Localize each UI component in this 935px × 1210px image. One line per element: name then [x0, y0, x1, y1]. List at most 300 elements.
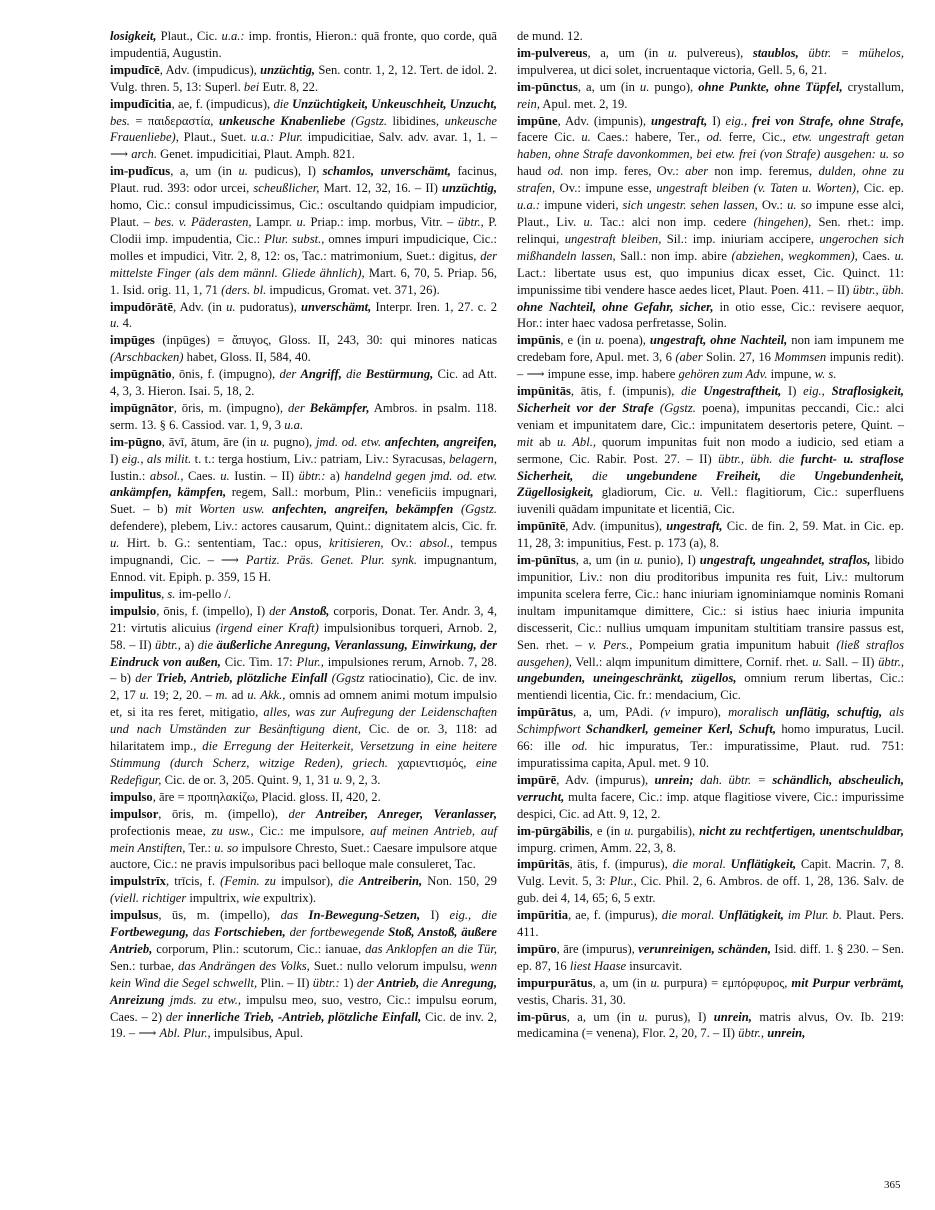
entry-text: punio), I): [643, 553, 700, 568]
entry-text: die: [346, 367, 366, 382]
entry-text: Plaut., Cic.: [156, 29, 222, 43]
entry-text: Suet.: nullo velorum impulsu,: [309, 958, 471, 973]
entry-text: wie: [242, 891, 261, 906]
entry-text: u.: [260, 434, 270, 449]
entry-text: Vell.: alqm impunitum dimittere, Cornif. rhet.: [571, 654, 813, 669]
entry-text: Plur.,: [296, 654, 324, 669]
entry-text: Bekämpfer,: [309, 400, 370, 415]
entry-text: Solin. 27, 16: [702, 350, 775, 365]
entry-text: Angriff,: [300, 367, 342, 382]
entry-text: ankämpfen, kämpfen,: [110, 485, 227, 500]
entry-text: , ūs, m. (impello),: [158, 908, 281, 923]
entry-text: , ōris, m. (impello),: [158, 806, 289, 821]
entry-text: übtr., übh. die: [718, 451, 801, 466]
entry-text: impulsore Chresto, Suet.: Caesare impulsore atque auctore, Cic.: ne pravis impulsoribus paci belloque male consuleret, Tac.: [110, 840, 497, 872]
entry-text: pungo),: [649, 79, 699, 94]
entry-text: rein,: [517, 96, 540, 111]
entry-text: a): [180, 637, 198, 652]
entry-text: 4.: [119, 316, 133, 331]
entry-text: die moral.: [661, 908, 719, 923]
entry-text: dulden, ohne zu strafen,: [517, 164, 904, 196]
entry-text: (aber: [675, 350, 703, 365]
entry-text: schamlos, unverschämt,: [322, 164, 451, 179]
entry-text: impurg. crimen, Amm. 22, 3, 8.: [517, 840, 676, 855]
entry-text: Mommsen: [774, 350, 827, 365]
entry-text: (Ggstz: [331, 671, 365, 686]
entry-text: Antreiber, Anreger, Veranlasser,: [315, 806, 497, 821]
entry-text: Anstoß,: [289, 603, 330, 618]
entry-headword: im-pūrgābilis: [517, 823, 590, 838]
entry-text: auf meinen Antrieb, auf mein Anstiften,: [110, 823, 498, 855]
dictionary-entry: [517, 552, 904, 704]
entry-text: das Andrängen des Volks,: [178, 958, 310, 973]
entry-text: facinus, Plaut. rud. 393: odor urcei,: [110, 164, 497, 196]
entry-text: ungestraft, ohne Nachteil,: [649, 333, 788, 348]
entry-text: übtr.,: [738, 1026, 768, 1041]
entry-text: Plur.,: [609, 874, 637, 889]
entry-text: übtr.,: [457, 214, 484, 229]
entry-text: pugno),: [269, 434, 316, 449]
entry-text: Plaut., Suet.: [178, 130, 251, 145]
entry-text: als Schimpfwort: [517, 705, 904, 737]
entry-text: Sall.: non imp. abire: [615, 248, 732, 263]
entry-text: u.: [638, 1009, 648, 1024]
entry-text: der: [135, 671, 157, 686]
entry-headword: im-pudīcus: [110, 164, 171, 179]
entry-text: imp. frontis, Hieron.: quā fronte, quo corde, quā impudentiā, Augustin.: [110, 29, 497, 60]
entry-text: u.: [633, 553, 644, 568]
entry-text: moralisch: [728, 705, 786, 720]
entry-text: furcht- u. straflose Sicherheit,: [517, 451, 905, 483]
entry-text: das: [192, 925, 214, 940]
entry-text: I): [110, 451, 122, 466]
entry-text: purgabilis),: [633, 823, 700, 838]
entry-text: impulsu meo, suo, vestro, Cic.: impulsu eorum, Caes. – 2): [110, 992, 497, 1024]
entry-text: Ov.:: [383, 536, 420, 551]
entry-text: (Ggstz.: [351, 113, 388, 128]
dictionary-entry: [517, 28, 904, 45]
entry-text: ungestraft,: [666, 519, 723, 534]
entry-text: übtr.,: [878, 654, 904, 669]
entry-text: , a, um (in: [170, 164, 239, 179]
entry-text: a): [325, 468, 345, 483]
entry-text: Partiz. Präs. Genet. Plur. synk.: [245, 553, 418, 568]
entry-text: (Ggstz.: [460, 502, 497, 517]
entry-text: (inpūges) = ἄπυγος, Gloss. II, 243, 30: qui minores naticas: [154, 333, 497, 348]
entry-headword: impūro: [517, 941, 557, 956]
entry-text: crystallum,: [842, 79, 904, 94]
entry-text: Isid. diff. 1. § 230. – Sen. ep. 87, 16: [517, 941, 904, 973]
entry-text: übtr., übh.: [852, 282, 904, 297]
entry-text: kritisieren,: [329, 536, 384, 551]
entry-text: 1): [339, 975, 357, 990]
entry-text: (abziehen, wegkommen),: [731, 248, 858, 263]
entry-text: die: [197, 637, 217, 652]
entry-text: Hirt. b. G.: sententiam, Tac.: opus,: [119, 536, 330, 551]
entry-text: verunreinigen, schänden,: [638, 941, 772, 956]
entry-text: (ders. bl.: [221, 282, 267, 297]
entry-text: Sen. rhet.: imp. relinqui,: [517, 214, 905, 246]
dictionary-entry: [517, 856, 904, 907]
entry-text: multa facere, Cic.: imp. atque flagitiose vivere, Cic.: impurissime despici, Cic. ad Att. 9, 12, 2.: [517, 789, 904, 821]
dictionary-entry: [517, 772, 904, 823]
entry-text: Cic. de or. 3, 118: ad hilaritatem imp.,: [110, 722, 497, 754]
entry-text: u.: [583, 214, 593, 229]
entry-text: , ātis, f. (impunis),: [570, 384, 682, 399]
entry-text: u.: [110, 536, 120, 551]
right-column: [517, 28, 904, 1042]
entry-text: impugnantum, Ennod. vit. Epiph. p. 359, 15 H.: [110, 553, 497, 584]
entry-text: mit: [517, 434, 534, 449]
entry-text: u. Abl.,: [556, 434, 596, 449]
entry-text: I): [781, 384, 804, 399]
entry-text: u. so: [214, 840, 239, 855]
entry-text: die: [273, 96, 293, 111]
entry-text: unrein,: [713, 1009, 752, 1024]
entry-text: impuro),: [670, 705, 729, 720]
entry-text: übtr.,: [155, 637, 181, 652]
entry-text: übtr. = mühelos,: [808, 45, 904, 60]
entry-text: Stoß, Anstoß, äußere Antrieb,: [110, 925, 497, 956]
entry-text: Unflätigkeit,: [730, 857, 797, 872]
entry-text: , a, um (in: [592, 975, 651, 990]
entry-text: Sen. contr. 1, 2, 12. Tert. de idol. 2. Vulg. thren. 5, 13: Superl.: [110, 62, 497, 94]
entry-text: ohne Nachteil, ohne Gefahr, sicher,: [517, 299, 714, 314]
entry-headword: impūnis: [517, 333, 561, 348]
entry-text: das Anklopfen an die Tür,: [365, 941, 497, 956]
entry-text: Ungestraftheit,: [703, 384, 782, 399]
entry-text: unrein,: [767, 1026, 806, 1041]
entry-text: omnis ad omnem animi motum impulsio et, si ita res feret, mitigatio,: [110, 688, 497, 720]
entry-text: u.: [639, 79, 650, 94]
entry-text: , āre (impurus),: [556, 941, 639, 956]
entry-text: omnes impuri impudicique, Cic.: molles et impudici, Vitr. 2, 8, 12: os, Tac.: matrimonium, Suet.: digitus,: [110, 231, 497, 263]
entry-text: Plaut. Pers. 411.: [517, 908, 904, 940]
entry-text: , Adv. (impunitus),: [565, 519, 667, 534]
entry-headword: impudōrātē: [110, 299, 173, 314]
entry-text: der: [165, 1009, 187, 1024]
entry-text: gladiorum, Cic.: [593, 485, 694, 500]
entry-text: impune esse alci, Plaut., Liv.: [517, 198, 905, 229]
entry-text: , trīcis, f.: [165, 874, 221, 889]
entry-text: profectionis meae,: [110, 823, 212, 838]
entry-text: od.: [706, 130, 723, 145]
entry-text: 9, 2, 3.: [342, 772, 381, 787]
entry-text: impultrix,: [186, 891, 243, 906]
entry-text: die: [592, 468, 627, 483]
entry-text: [799, 46, 809, 60]
entry-headword: im-pūnītus: [517, 553, 576, 568]
entry-text: u.: [894, 248, 905, 263]
dictionary-entry: [517, 518, 904, 552]
entry-text: eig.,: [803, 384, 832, 399]
dictionary-entry: [110, 806, 497, 874]
entry-text: , ae, f. (impurus),: [568, 908, 662, 923]
entry-text: facere Cic.: [517, 130, 582, 145]
entry-text: u.: [333, 772, 343, 787]
entry-text: belagern,: [449, 451, 497, 466]
entry-text: etw. ungestraft getan haben, ohne Strafe davonkommen, bei etw. frei (von Strafe) ausgehen: u. so: [517, 130, 905, 162]
entry-text: de mund. 12.: [517, 29, 583, 43]
dictionary-entry: [110, 28, 497, 62]
entry-text: mit Purpur verbrämt,: [791, 975, 904, 990]
entry-text: übtr.:: [298, 468, 326, 483]
entry-headword: impūnītē: [517, 519, 566, 534]
entry-text: u.a.: Plur.: [250, 130, 303, 145]
entry-text: jmd. od. etw.: [315, 434, 385, 449]
entry-text: poena), impunitas peccandi, Cic.: alci veniam et impunitatem dare, Cic.: impunitatem desertoris petere, Quint. –: [517, 400, 904, 432]
entry-text: die: [338, 874, 359, 889]
entry-text: u.: [812, 654, 822, 669]
entry-text: od.: [571, 739, 588, 754]
entry-text: Anregung, Anreizung: [110, 975, 497, 1007]
entry-headword: impūges: [110, 333, 155, 348]
entry-text: Trieb, Antrieb, plötzliche Einfall: [156, 671, 328, 686]
entry-text: u.: [238, 164, 248, 179]
entry-text: , Adv. (impurus),: [556, 772, 655, 787]
entry-text: u.: [139, 688, 150, 703]
entry-text: Unflätigkeit,: [718, 908, 784, 923]
entry-text: Genet. impudicitiai, Plaut. Amph. 821.: [156, 147, 355, 162]
entry-text: , Adv. (in: [172, 299, 227, 314]
entry-text: Cic. de or. 3, 205. Quint. 9, 1, 31: [161, 772, 334, 787]
dictionary-entry: [110, 586, 497, 603]
entry-text: (Femin. zu: [220, 874, 276, 889]
entry-text: ungestraft bleiben,: [564, 231, 662, 246]
entry-text: libido impunitior, Liv.: non diu proditoribus impunita res fuit, Liv.: multorum impunita scelera ferre, Cic.: hanc iniuriam ignominiamque nominis Romani inultam impunitamque dimittere, Cic.: si istius haec iniuria impunita discesserit, Cic.: nullius umquam impunitam stultitiam transire passus est, Sen. rhet. –: [517, 553, 904, 652]
entry-text: die: [681, 384, 704, 399]
entry-headword: impulitus: [110, 586, 162, 601]
entry-text: ,: [161, 586, 168, 601]
entry-text: handelnd gegen jmd. od. etw.: [344, 468, 497, 483]
entry-text: vestis, Charis. 31, 30.: [517, 992, 626, 1007]
entry-text: , a, um (in: [575, 553, 634, 568]
entry-text: alles, was zur Aufregung der Leidenschaften und nach Umständen zur Besänftigung dient,: [110, 705, 497, 737]
entry-text: eig.,: [725, 113, 753, 128]
entry-text: Caes.: [183, 468, 221, 483]
dictionary-entry: [517, 941, 904, 975]
entry-text: der: [279, 367, 301, 382]
entry-text: jmds. zu etw.,: [169, 992, 242, 1007]
entry-text: , āre = προπηλακίζω, Placid. gloss. II, 420, 2.: [152, 789, 381, 804]
entry-text: scheußlicher,: [253, 181, 320, 196]
entry-headword: im-pūnctus: [517, 79, 578, 94]
entry-text: Pompeium gratia impunitum habuit: [632, 637, 837, 652]
entry-text: frei von Strafe, ohne Strafe,: [752, 113, 904, 128]
entry-text: ferre, Cic.,: [722, 130, 793, 145]
entry-text: zu usw.,: [211, 823, 254, 838]
entry-text: Cic. Phil. 2, 6. Ambros. de off. 1, 28, 136. Salv. de gub. dei 4, 14, 65; 6, 5 extr.: [517, 874, 904, 906]
entry-text: , ae, f. (impudicus),: [171, 96, 274, 111]
entry-text: absol.,: [419, 536, 454, 551]
entry-text: ungestraft,: [650, 113, 708, 128]
entry-text: Plur. subst.,: [264, 231, 325, 246]
entry-text: u.: [667, 45, 678, 60]
entry-text: Ter.:: [185, 840, 215, 855]
entry-text: , ōnis, f. (impello), I): [156, 603, 270, 618]
entry-text: corporis, Donat. Ter. Andr. 3, 4, 21: virtutis alicuius: [110, 603, 497, 635]
dictionary-entry: [110, 873, 497, 907]
entry-text: bei: [243, 79, 260, 94]
entry-text: schändlich, abscheulich, verrucht,: [517, 772, 905, 804]
entry-text: staublos,: [752, 45, 799, 60]
entry-text: , Adv. (impunis),: [557, 113, 651, 128]
dictionary-entry: [517, 79, 904, 113]
left-column: [110, 28, 497, 1042]
entry-text: [573, 469, 592, 483]
entry-text: bes.: [110, 113, 130, 128]
entry-text: Antrieb,: [376, 975, 420, 990]
entry-text: impudicitiae, Salv. adv. avar. 1, 1. – ⟶: [110, 130, 497, 162]
entry-text: u.: [693, 485, 703, 500]
entry-text: nicht zu rechtfertigen, unentschuldbar,: [699, 823, 904, 838]
entry-text: poena),: [604, 333, 650, 348]
entry-text: u.a.: [284, 417, 304, 432]
entry-text: insurcavit.: [626, 958, 683, 973]
entry-text: non imp. feres, Ov.:: [563, 164, 686, 179]
page-number: 365: [884, 1179, 901, 1191]
entry-text: dah. übtr. =: [700, 772, 773, 787]
entry-text: Capit. Macrin. 7, 8. Vulg. Levit. 5, 3:: [517, 857, 905, 889]
entry-text: homo impuratus, Lucil. 66: ille: [517, 722, 904, 754]
entry-text: sich ungestr. sehen lassen,: [622, 198, 758, 213]
entry-text: unverschämt,: [301, 299, 372, 314]
entry-text: quorum impunitas fuit non modo a iudicio, sed etiam a sermone, Cic. Rabir. Post. 27. – II): [517, 434, 905, 466]
dictionary-entry: [110, 366, 497, 400]
entry-text: Cic. ad Att. 4, 3, 3. Hieron. Isai. 5, 18, 2.: [110, 367, 498, 399]
entry-text: unzüchtig,: [260, 62, 316, 77]
entry-text: Iustin. – II): [229, 468, 299, 483]
dictionary-entry: [110, 434, 497, 586]
entry-text: Ungebundenheit, Zügellosigkeit,: [517, 468, 904, 500]
entry-text: Eutr. 8, 22.: [259, 79, 319, 94]
entry-text: unrein;: [654, 772, 694, 787]
entry-text: (v: [660, 705, 671, 720]
entry-text: (viell. richtiger: [110, 891, 187, 906]
entry-headword: impurpurātus: [517, 975, 593, 990]
entry-text: u.: [595, 333, 605, 348]
entry-text: u. so: [787, 198, 812, 213]
entry-text: die Erregung der Heiterkeit, Versetzung in eine heitere Stimmung (durch Scherz, witzige Reden), griech.: [110, 739, 497, 770]
entry-text: bes. v. Päderasten,: [154, 214, 252, 229]
entry-text: u.: [110, 316, 120, 331]
entry-text: t. t.: terga hostium, Liv.: patriam, Liv.: Syracusas,: [191, 451, 450, 466]
entry-headword: impulstrīx: [110, 874, 166, 889]
dictionary-entry: [110, 400, 497, 434]
entry-text: ungebunden, uneingeschränkt, zügellos,: [517, 671, 737, 686]
entry-text: pulvereus),: [677, 45, 753, 60]
entry-text: impune videri,: [540, 198, 623, 213]
dictionary-entry: [110, 62, 497, 96]
entry-text: 19; 2, 20. –: [149, 688, 216, 703]
entry-text: Cic. ep.: [859, 181, 904, 196]
entry-text: regem, Sall.: morbum, Plin.: veneficiis impugnari, Suet. – b): [110, 485, 497, 517]
entry-text: impulsionibus torqueri, Arnob. 2, 58. – II): [110, 620, 497, 652]
entry-text: anfechten, angreifen,: [384, 434, 498, 449]
entry-text: purus), I): [647, 1009, 714, 1024]
entry-text: , ōris, m. (impugno),: [173, 400, 288, 415]
dictionary-entry: [517, 823, 904, 857]
entry-text: der fortbewegende: [289, 925, 389, 940]
entry-text: der: [288, 806, 316, 821]
entry-headword: impūrē: [517, 772, 557, 787]
entry-text: u.: [624, 823, 634, 838]
entry-text: , a, um (in: [577, 79, 640, 94]
entry-text: Ov.:: [757, 198, 788, 213]
entry-text: u.: [296, 214, 306, 229]
entry-text: pudoratus),: [235, 299, 301, 314]
entry-headword: im-pulvereus: [517, 45, 588, 60]
entry-text: Sil.: imp. iniuriam accipere,: [661, 231, 820, 246]
entry-headword: impudīcē: [110, 62, 160, 77]
entry-text: mit Worten usw.: [175, 502, 273, 517]
entry-text: χαριεντισμός,: [387, 755, 477, 770]
entry-text: impulsor),: [275, 874, 339, 889]
entry-text: , a, um (in: [587, 45, 668, 60]
entry-text: die: [422, 975, 442, 990]
entry-text: übtr.:: [312, 975, 340, 990]
entry-headword: impūnitās: [517, 384, 571, 399]
entry-text: der mittelste Finger (als dem männl. Gliede ähnlich),: [110, 248, 497, 280]
entry-text: purpura) = εμπόρφυρος,: [659, 975, 792, 990]
entry-text: s.: [167, 586, 176, 601]
entry-text: die: [779, 468, 815, 483]
dictionary-entry: [517, 113, 904, 333]
entry-headword: impūgnātio: [110, 367, 172, 382]
entry-text: Sall. – II): [821, 654, 879, 669]
entry-headword: im-pūgno: [110, 434, 162, 449]
entry-text: Priap.: imp. morbus, Vitr. –: [305, 214, 458, 229]
entry-text: losigkeit,: [110, 29, 157, 43]
entry-headword: impūrātus: [517, 705, 573, 720]
entry-text: Ambros. in psalm. 118. serm. 13. § 6. Cassiod. var. 1, 9, 3: [110, 400, 498, 432]
entry-headword: impulsus: [110, 908, 159, 923]
entry-text: u.: [226, 299, 236, 314]
entry-text: u.: [581, 130, 591, 145]
entry-text: (hingehen),: [753, 214, 812, 229]
dictionary-entry: [110, 603, 497, 789]
entry-text: , e (in: [560, 333, 596, 348]
entry-headword: impulsio: [110, 603, 157, 618]
entry-text: , a, um (in: [566, 1009, 639, 1024]
entry-text: anfechten, angreifen, bekämpfen: [272, 502, 454, 517]
entry-text: u.a.:: [517, 198, 541, 213]
entry-text: Abl. Plur.,: [159, 1026, 211, 1041]
entry-text: Straflosigkeit, Sicherheit vor der Strafe: [517, 384, 904, 415]
entry-text: Ov.: impune esse,: [555, 181, 657, 196]
entry-text: u.: [650, 975, 660, 990]
entry-headword: im-pūrus: [517, 1009, 567, 1024]
entry-text: unflätig, schuftig,: [785, 705, 883, 720]
entry-text: ungestraft, ungeahndet, straflos,: [699, 553, 871, 568]
entry-text: od.: [547, 164, 564, 179]
dictionary-entry: [517, 383, 904, 518]
dictionary-entry: [110, 299, 497, 333]
entry-text: im-pello /.: [175, 586, 232, 601]
entry-text: Mart. 6, 70, 5. Priap. 56, 1. Isid. orig. 11, 1, 71: [110, 265, 497, 297]
entry-text: u.: [220, 468, 230, 483]
entry-text: eig., die: [449, 908, 498, 923]
entry-text: wenn kein Wind die Segel schwellt,: [110, 958, 497, 990]
entry-text: Sen.: turbae,: [110, 958, 179, 973]
entry-text: non iam impunem me credebam fore, Apul. met. 3, 6: [517, 333, 904, 365]
entry-text: libidines,: [387, 113, 445, 128]
entry-text: eine Redefigur,: [110, 755, 497, 787]
entry-text: P. Clodii imp. impudentia, Cic.:: [110, 214, 498, 246]
entry-text: Apul. met. 2, 19.: [539, 96, 628, 111]
entry-text: ungestraft bleiben (v. Taten u. Worten),: [656, 181, 860, 196]
entry-text: impunis redit). – ⟶ impune esse, imp. habere: [517, 350, 904, 382]
